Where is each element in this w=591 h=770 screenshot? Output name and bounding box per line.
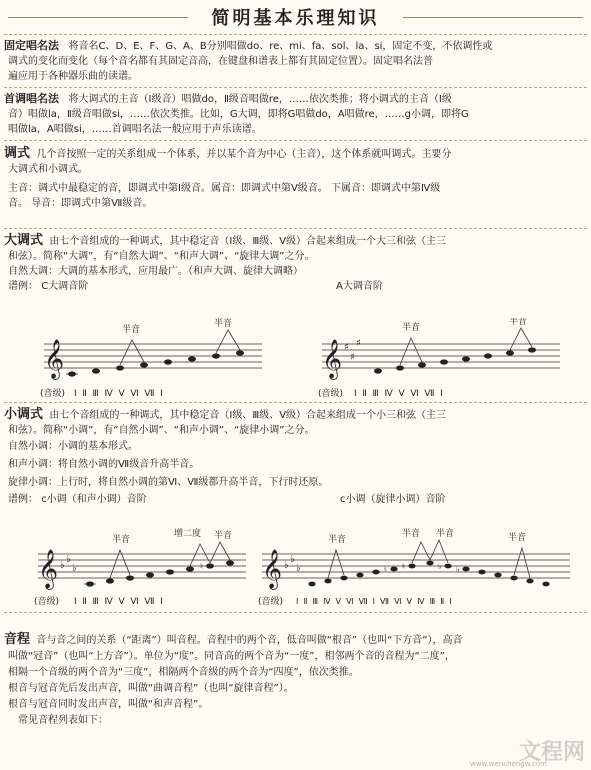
fixed-doh-line1: 将音名C、D、E、F、G、A、B分别唱做do、re、mi、fa、sol、la、si，固定不变，不依调性或 [68, 41, 493, 52]
degree-labels: Ⅰ Ⅱ Ⅲ Ⅳ Ⅴ Ⅵ Ⅶ Ⅰ [74, 389, 163, 399]
sharp-icon: ♯ [356, 338, 361, 349]
minor-example1-caption: c小调（和声小调）音阶 [41, 494, 147, 505]
divider [4, 612, 587, 613]
interval-line4: 根音与冠音先后发出声音，叫做“曲调音程”（也叫“旋律音程”）。 [8, 683, 294, 694]
divider [4, 87, 587, 88]
half-tone-label: 半音 [214, 319, 233, 329]
major-line1: 由七个音组成的一种调式，其中稳定音（Ⅰ级、Ⅲ级、Ⅴ级）合起来组成一个大三和弦（主三 [49, 236, 447, 247]
fixed-doh-line2: 调式的变化而变化（每个音名都有其固定音高，在键盘和谱表上都有其固定位置）。固定唱名法普 [8, 56, 433, 67]
flat-icon: ♭ [72, 563, 77, 574]
fixed-doh-section [4, 38, 587, 84]
minor-example-label: 谱例： [8, 494, 38, 505]
natural-icon: ♮ [402, 562, 405, 571]
interval-term: 音程 [4, 632, 31, 647]
degree-prefix: (音级) [258, 597, 284, 607]
movable-doh-line1: 将大调式的主音（Ⅰ级音）唱做do，Ⅱ级音唱做re，……依次类推；将小调式的主音（Ⅰ级 [68, 94, 452, 105]
interval-line6: 常见音程列表如下： [18, 715, 108, 726]
flat-icon: ♭ [284, 560, 289, 571]
mode-line3: 主音：调式中最稳定的音，即调式中第Ⅰ级音。属音：即调式中第Ⅴ级音。 下属音：即调式中第Ⅳ级 [8, 183, 441, 194]
a-major-staff [316, 318, 566, 400]
half-tone-label: 半音 [402, 323, 421, 333]
flat-icon: ♭ [60, 560, 65, 571]
divider [4, 402, 587, 403]
c-melodic-minor-staff [256, 528, 576, 608]
movable-doh-line3: 唱做la，A唱做si，……首调唱名法一般应用于声乐读谱。 [8, 124, 262, 135]
divider [4, 34, 587, 35]
minor-term: 小调式 [4, 407, 44, 422]
degree-prefix: (音级) [34, 597, 60, 607]
page-title: 简明基本乐理知识 [211, 8, 380, 29]
major-example2-caption: A大调音阶 [336, 281, 383, 292]
interval-line2: 叫做“冠音”（也叫“上方音”）。单位为“度”。同音高的两个音为“一度”，相邻两个音的音程为“二度”， [8, 651, 455, 662]
interval-line1: 音与音之间的关系（“距离”）叫音程。音程中的两个音，低音叫做“根音”（也叫“下方音”），高音 [36, 635, 463, 646]
title-area [0, 2, 591, 30]
half-tone-label: 半音 [112, 535, 131, 545]
watermark-logo: 文程网 [518, 739, 585, 765]
degree-labels: Ⅰ Ⅱ Ⅲ Ⅳ Ⅴ Ⅵ Ⅶ Ⅰ Ⅶ Ⅵ Ⅴ Ⅳ Ⅲ Ⅱ Ⅰ [296, 597, 452, 606]
half-tone-label: 半音 [509, 318, 528, 327]
mode-term: 调式 [4, 146, 31, 161]
divider [4, 228, 587, 229]
interval-line3: 相隔一个音级的两个音为“三度”，相隔两个音级的两个音为“四度”，依次类推。 [8, 667, 359, 678]
fixed-doh-line3: 遍应用于各种器乐曲的读谱。 [8, 71, 138, 82]
fixed-doh-term: 固定唱名法 [4, 39, 59, 52]
divider [4, 140, 587, 141]
major-term: 大调式 [4, 233, 44, 248]
flat-icon: ♭ [296, 563, 301, 574]
half-tone-label: 半音 [508, 533, 527, 543]
half-tone-label: 半音 [436, 529, 455, 539]
mode-line2: 大调式和小调式。 [8, 164, 88, 175]
movable-doh-section [4, 91, 587, 137]
sharp-icon: ♯ [344, 342, 349, 353]
flat-icon: ♭ [290, 554, 295, 565]
sharp-icon: ♯ [350, 352, 355, 363]
treble-clef-icon: 𝄞 [322, 339, 343, 379]
degree-labels: Ⅰ Ⅱ Ⅲ Ⅳ Ⅴ Ⅵ Ⅶ Ⅰ [74, 597, 163, 607]
watermark-url: www.wenchengw.com [470, 760, 547, 768]
augmented-second-label: 增二度 [174, 529, 202, 539]
minor-line2: 和弦）。简称“小调”，有“自然小调”、“和声小调”、“旋律小调”之分。 [8, 425, 315, 436]
major-line2: 和弦）。简称“大调”，有“自然大调”、“和声大调”、“旋律大调”之分。 [8, 251, 315, 262]
minor-example2-caption: c小调（旋律小调）音阶 [340, 494, 446, 505]
degree-labels: Ⅰ Ⅱ Ⅲ Ⅳ Ⅴ Ⅵ Ⅶ Ⅰ [354, 389, 443, 399]
interval-line5: 根音与冠音同时发出声音，叫做“和声音程”。 [8, 699, 209, 710]
movable-doh-line2: 音）唱做la，Ⅱ级音唱做si，……依次类推。比如，G大调，即将G唱做do，A唱做re，……g小调，即将G [8, 109, 469, 120]
half-tone-label: 半音 [328, 535, 347, 545]
minor-line1: 由七个音组成的一种调式，其中稳定音（Ⅰ级、Ⅲ级、Ⅴ级）合起来组成一个小三和弦（主三 [49, 410, 447, 421]
major-example-label: 谱例： [8, 281, 38, 292]
c-harmonic-minor-staff [32, 528, 252, 608]
minor-line5: 旋律小调：上行时，将自然小调的第Ⅵ、Ⅶ级都升高半音，下行时还原。 [8, 477, 329, 488]
half-tone-label: 半音 [122, 325, 141, 335]
major-section [4, 233, 587, 294]
minor-line4: 和声小调：将自然小调的Ⅶ级音升高半音。 [8, 459, 200, 470]
treble-clef-icon: 𝄞 [44, 339, 65, 379]
flat-icon: ♭ [438, 562, 442, 571]
minor-section [4, 407, 587, 507]
half-tone-label: 半音 [402, 529, 421, 539]
interval-section [4, 632, 587, 729]
mode-line4: 音。 导音：即调式中第Ⅶ级音。 [8, 198, 153, 209]
c-major-staff [30, 318, 270, 400]
mode-line1: 几个音按照一定的关系组成一个体系，并以某个音为中心（主音），这个体系就叫调式。主要分 [36, 149, 452, 160]
degree-prefix: (音级) [40, 389, 66, 399]
major-line3: 自然大调：大调的基本形式，应用最广。（和声大调、旋律大调略） [8, 266, 303, 277]
treble-clef-icon: 𝄞 [262, 549, 283, 589]
degree-prefix: (音级) [318, 389, 344, 399]
natural-icon: ♮ [200, 562, 203, 571]
major-example1-caption: C大调音阶 [41, 281, 89, 292]
treble-clef-icon: 𝄞 [38, 549, 59, 589]
flat-icon: ♭ [66, 554, 71, 565]
minor-line3: 自然小调：小调的基本形式。 [8, 441, 138, 452]
mode-section [4, 146, 587, 211]
flat-icon: ♭ [456, 565, 460, 574]
half-tone-label: 半音 [214, 531, 233, 541]
natural-icon: ♮ [384, 565, 387, 574]
movable-doh-term: 首调唱名法 [4, 92, 59, 105]
